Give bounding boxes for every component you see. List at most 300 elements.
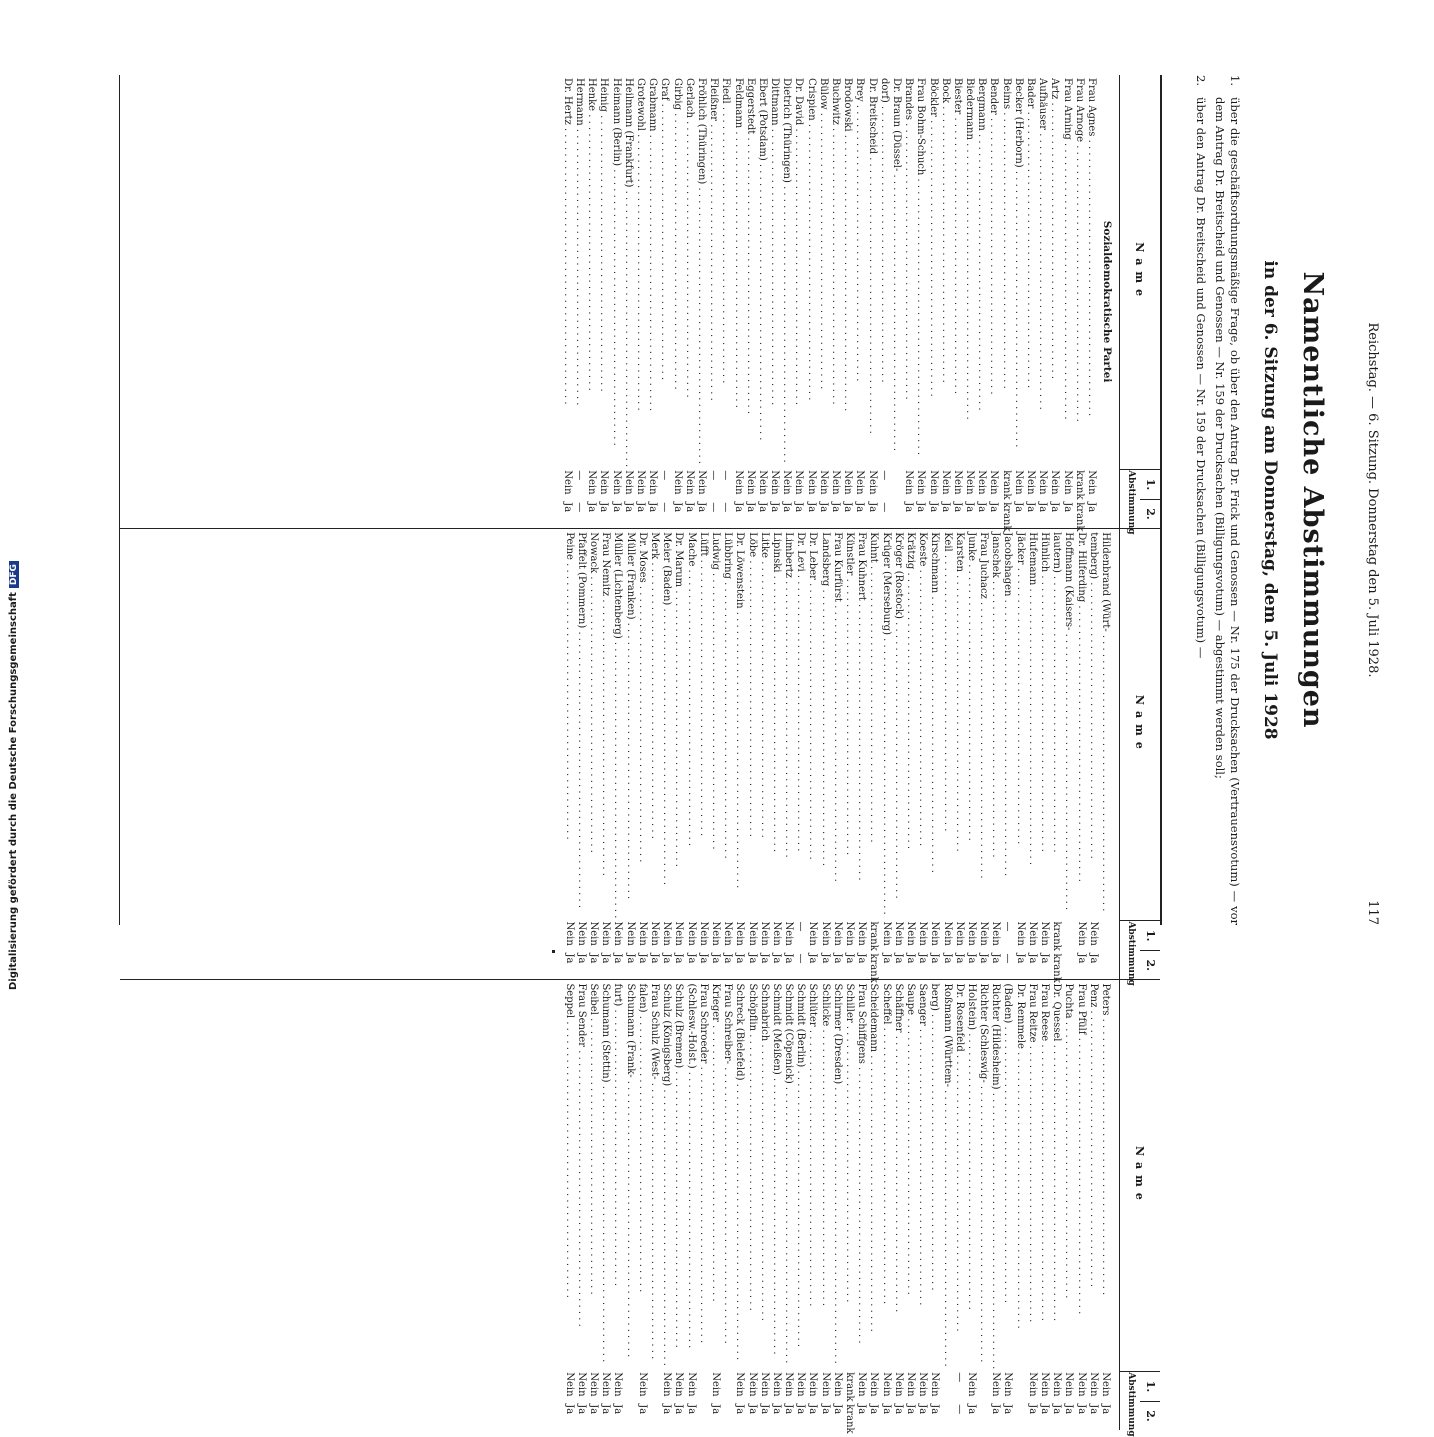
vote-2: Ja [624,953,636,964]
vote-2: Ja [892,1404,904,1415]
vote-1: Nein [917,921,929,946]
table-row [794,529,806,979]
table-row [684,980,696,1430]
member-name: Holstein) . . . [965,980,977,1369]
member-name: Roßmann (Württem- . . . [940,980,952,1369]
table-row [867,980,879,1430]
table-row [805,75,817,528]
table-row [1036,75,1048,528]
member-name: Scheidemann . . . [867,980,879,1369]
vote-2: Ja [1014,953,1026,964]
vote-2: Ja [1002,1404,1014,1415]
member-name: Karsten . . . [953,529,965,918]
table-row [672,529,684,979]
vote-2: Ja [856,1404,868,1415]
vote-1: Nein [856,921,868,946]
table-row [963,75,975,528]
table-row [817,75,829,528]
vote-2: Ja [744,502,756,513]
table-row [733,529,745,979]
table-row [780,75,792,528]
vote-1: Nein [563,1372,575,1397]
table-row [684,529,696,979]
table-row [1024,75,1036,528]
member-name: Frau Bohm-Schuch . . . [914,75,926,467]
member-name: Heilmann (Frankfurt) . . . [622,75,634,467]
member-name: Richter (Hildesheim) . . . [989,980,1001,1369]
member-name: Schiller . . . [843,980,855,1369]
vote-1: Nein [1075,1372,1087,1397]
vote-1: Nein [856,1372,868,1397]
vote-1: Nein [781,470,793,495]
vote-2: Ja [683,502,695,513]
vote-2: Ja [612,953,624,964]
member-name: (Baden) . . . [1001,980,1013,1369]
vote-2: Ja [1087,1404,1099,1415]
vote-2: Ja [892,953,904,964]
vote-2 [890,499,902,528]
member-name: Brandes . . . [902,75,914,467]
table-row [819,529,831,979]
vote-2: Ja [636,953,648,964]
vote-2: Ja [561,502,573,513]
member-name: Frau Kuhnert . . . [855,529,867,918]
table-row [624,529,636,979]
vote-2: Ja [854,502,866,513]
table-row [611,529,623,979]
vote-1: Nein [793,470,805,495]
table-row [831,529,843,979]
vote-2: Ja [1037,502,1049,513]
vote-1: Nein [1063,1372,1075,1397]
member-name: Penz . . . [1087,980,1099,1369]
member-name: Krätzig . . . [904,529,916,918]
vote-2: Ja [697,953,709,964]
vote-1: Nein [612,1372,624,1397]
vote-2: Ja [965,953,977,964]
table-row [879,980,891,1430]
member-name: Dr. Löwenstein . . . [733,529,745,918]
vote-2: Ja [600,1404,612,1415]
table-row [853,75,865,528]
vote-1: — [953,1372,965,1383]
member-name: Graf . . . [658,75,670,467]
vote-2: Ja [661,953,673,964]
vote-1: Nein [600,921,612,946]
vote-1: Nein [647,470,659,495]
vote-2: Ja [1026,1404,1038,1415]
vote-1: Nein [746,921,758,946]
table-row [1060,75,1072,528]
vote-1: Nein [990,1372,1002,1397]
table-row [697,980,709,1430]
vote-2: Ja [586,502,598,513]
vote-1: Nein [673,921,685,946]
table-row [636,980,648,1430]
table-row [611,980,623,1430]
vote-item-number: 1. [1228,75,1242,86]
member-name: Heimann (Berlin) . . . [610,75,622,467]
vote-2: Ja [795,1404,807,1415]
column-header [1119,75,1160,535]
member-name: Löbe . . . [745,529,757,918]
vote-2: Ja [588,1404,600,1415]
table-row [719,75,731,528]
member-name: Frau Juchacz . . . [977,529,989,918]
member-name: Feldmann . . . [731,75,743,467]
vote-1: Nein [758,921,770,946]
vote-1: Nein [1086,470,1097,495]
vote-1: Nein [978,921,990,946]
member-name: Ludwig . . . [709,529,721,918]
vote-2: Ja [929,1404,941,1415]
vote-1: Nein [929,921,941,946]
vote-2: Ja [868,1404,880,1415]
member-name: Frau Nemitz . . . [599,529,611,918]
vote-2: krank [844,1404,856,1434]
vote-2 [624,1401,636,1430]
vote-1: Nein [563,921,575,946]
member-name: Dr. Hertz . . . [561,75,573,467]
vote-1: Nein [831,1372,843,1397]
table-row [758,529,770,979]
member-name: falen) . . . [636,980,648,1369]
member-name: Eggerstedt . . . [744,75,756,467]
member-name: Hünlich . . . [1038,529,1050,918]
member-name: Junke . . . [965,529,977,918]
member-name: Müller (Franken) . . . [624,529,636,918]
party-heading: Sozialdemokratische Partei [1101,220,1113,383]
member-name: Beims . . . [1000,75,1012,467]
page-title: Namentliche Abstimmungen [1297,271,1328,729]
member-name: Henke . . . [585,75,597,467]
member-name: Koeste . . . [916,529,928,918]
vote-2: Ja [758,953,770,964]
member-name: Peine . . . [563,529,575,918]
table-row [745,529,757,979]
member-name: Seppel . . . [563,980,575,1369]
table-row [683,75,695,528]
member-name: Gerlach . . . [683,75,695,467]
member-name: Dr. Leber . . . [806,529,818,918]
table-row [831,980,843,1430]
vote-1: Nein [696,470,707,495]
member-name: Hermann . . . [573,75,585,467]
member-name: Schlüter . . . [806,980,818,1369]
vote-2: Ja [732,502,744,513]
vote-1: — [878,470,890,481]
vote-1: Nein [929,1372,941,1397]
vote-1: Nein [770,921,782,946]
running-head-title: Reichstag. — 6. Sitzung. Donnerstag den 5. Juli 1928. [1365,322,1380,678]
table-column [120,529,1160,986]
vote-1: Nein [941,921,953,946]
vote-2: Ja [819,1404,831,1415]
table-row [597,75,609,528]
table-row [599,529,611,979]
table-row [575,529,587,979]
table-row [756,75,768,528]
vote-2: Ja [636,1404,648,1415]
vote-1: Nein [817,470,829,495]
table-row [670,75,682,528]
vote-2: — [574,502,586,513]
vote-1: — [659,470,671,481]
vote-1: Nein [598,470,610,495]
member-name: lautern) . . . [1050,529,1062,918]
vote-2: Ja [647,502,659,513]
member-name: Bock . . . [939,75,951,467]
member-name: Dietrich (Thüringen) . . . [780,75,792,467]
vote-2: Ja [964,502,976,513]
table-row [658,75,670,528]
table-row [902,75,914,528]
vote-2 [1099,950,1111,979]
member-name: Lipinski . . . [770,529,782,918]
vote-label-header: Abstimmung [1126,470,1136,535]
table-row [892,529,904,979]
vote-1: Nein [769,470,781,495]
vote-1: — [720,470,732,481]
member-name: temberg) . . . [1087,529,1099,918]
table-row [1074,529,1086,979]
member-name: Mache . . . [684,529,696,918]
vote-2: Ja [941,953,953,964]
vote-1: Nein [854,470,866,495]
vote-2: Ja [612,1404,624,1415]
vote-1: Nein [1025,470,1037,495]
document-page [110,75,1380,1437]
vote-1: Nein [1039,1372,1051,1397]
table-row [744,75,756,528]
vote-1: Nein [988,470,1000,495]
member-name: Dr. Marum . . . [672,529,684,918]
vote-header [1120,1372,1160,1437]
table-row [1062,529,1074,979]
vote-1: Nein [734,921,746,946]
member-name: furt) . . . [611,980,623,1369]
table-row [843,529,855,979]
table-row [916,529,928,979]
member-name: Buchwitz . . . [829,75,841,467]
member-name: Bergmann . . . [975,75,987,467]
table-row [707,75,719,528]
table-row [928,529,940,979]
member-name: Ebert (Potsdam) . . . [756,75,768,467]
vote-1: Nein [1002,1372,1014,1397]
vote-2: Ja [1012,502,1024,513]
vote-1: Nein [1051,1372,1063,1397]
table-row [697,529,709,979]
vote-1: Nein [905,1372,916,1397]
vote-2: Ja [1087,953,1099,964]
table-row [709,980,721,1430]
vote-1: Nein [685,921,697,946]
table-row [806,529,818,979]
vote-1: Nein [600,1372,612,1397]
vote-2: Ja [1049,502,1061,513]
vote-2: Ja [1063,1404,1075,1415]
table-row [721,980,733,1430]
vote-2: Ja [722,953,734,964]
vote-1: Nein [976,470,988,495]
vote-2: Ja [600,953,612,964]
table-row [975,75,987,528]
vote-header [1120,470,1160,535]
vote-1: Nein [610,470,622,495]
table-row [758,980,770,1430]
vote-2: Ja [965,1404,977,1415]
vote-1: Nein [1026,921,1038,946]
vote-1: Nein [953,921,965,946]
vote-2: — [708,502,720,513]
vote-1: Nein [807,921,819,946]
vote-1: Nein [964,470,976,495]
member-name: Dr. Braun (Düssel- . . . [890,75,902,467]
vote-1: Nein [905,921,916,946]
vote-2: Ja [915,502,927,513]
vote-2: Ja [781,502,793,513]
vote-2: Ja [805,502,817,513]
vote1-header: 1. [1140,921,1160,951]
vote-2: Ja [927,502,939,513]
vote-2: Ja [575,953,587,964]
table-column [120,75,1160,535]
table-row [841,75,853,528]
vote-1 [721,1369,733,1401]
member-name: Fröhlich (Thüringen) . . . [695,75,707,467]
vote-1: Nein [965,1372,977,1397]
vote-1: Nein [649,921,661,946]
vote-2: Ja [1086,502,1097,513]
vote-1: Nein [990,921,1002,946]
table-row [636,529,648,979]
vote-1: — [708,470,720,481]
vote-2: Ja [880,1404,892,1415]
vote-1: Nein [917,1372,929,1397]
vote-1: Nein [892,1372,904,1397]
vote-2: Ja [758,1404,770,1415]
vote-2: Ja [939,502,951,513]
vote-2: Ja [770,953,782,964]
table-row [892,980,904,1430]
vote-1: krank [868,921,880,951]
vote-2: krank [1000,502,1012,532]
vote-2: Ja [990,1404,1002,1415]
vote-2: Ja [976,502,988,513]
side-stripe [0,0,19,1000]
vote-1: Nein [770,1372,782,1397]
member-name: Schnabrich . . . [758,980,770,1369]
vote-1: Nein [685,1372,697,1397]
vote-2: Ja [951,502,963,513]
table-row [1087,529,1099,979]
vote-1: krank [844,1372,856,1402]
member-name: Frau Schulz (West- . . . [648,980,660,1369]
member-name: Artz . . . [1048,75,1060,467]
vote-2: Ja [563,953,575,964]
vote-1: Nein [844,921,856,946]
table-row [563,980,575,1430]
member-name: Dr. Remmele . . . [1014,980,1026,1369]
vote-2: Ja [598,502,610,513]
table-row [1099,529,1111,979]
member-name: Künstler . . . [843,529,855,918]
member-name: Girbig . . . [670,75,682,467]
member-name: Kirschmann . . . [928,529,940,918]
vote-1: Nein [830,470,842,495]
member-name: Richter (Schleswig- . . . [977,980,989,1369]
vote-2: Ja [880,953,892,964]
vote-2: Ja [830,502,842,513]
vote-1: Nein [756,470,768,495]
vote-1: Nein [746,1372,758,1397]
table-row [599,980,611,1430]
vote-2: Ja [1026,953,1038,964]
vote-1: Nein [612,921,624,946]
table-row [782,529,794,979]
vote-2: Ja [661,1404,673,1415]
member-name: Hoffmann (Kaisers- . . . [1062,529,1074,918]
table-row [1050,980,1062,1430]
table-row [745,980,757,1430]
vote-2: Ja [990,953,1002,964]
member-name: Janschek . . . [989,529,1001,918]
member-name: Frau Reese . . . [1038,980,1050,1369]
table-row [1026,529,1038,979]
table-row [829,75,841,528]
vote-1 [890,467,902,499]
vote-2 [648,1401,660,1430]
vote-2: Ja [610,502,622,513]
table-row [587,529,599,979]
table-row [953,529,965,979]
vote-1: Nein [734,1372,746,1397]
vote-2: Ja [734,953,746,964]
vote-2: Ja [903,502,915,513]
member-name: dorf) . . . [878,75,890,467]
table-row [916,980,928,1430]
member-name: Jacobshagen . . . [1001,529,1013,918]
table-row [855,980,867,1430]
table-row [587,980,599,1430]
vote-item-text: über den Antrag Dr. Breitscheid und Genossen — Nr. 159 der Drucksachen (Billigungsvotum) — [1194,97,1208,659]
vote-2: Ja [905,1404,916,1415]
vote-2: Ja [793,502,805,513]
table-row [624,980,636,1430]
member-name: Bülow . . . [817,75,829,467]
vote-1: — [574,470,586,481]
vote-2: Ja [1100,1404,1111,1415]
vote-header [1120,921,1160,986]
vote-label-header: Abstimmung [1126,921,1136,986]
vote-2: Ja [831,953,843,964]
vote-2: Ja [575,1404,587,1415]
member-name: Müller (Lichtenberg) . . . [611,529,623,918]
digitization-note-text: Digitalisierung gefördert durch die Deutsche Forschungsgemeinschaft [8,592,19,990]
vote-1: Nein [783,1372,795,1397]
vote-1: Nein [1100,1372,1111,1397]
table-row [914,75,926,528]
vote-1: Nein [951,470,963,495]
member-name: Schmidt (Cöpenick) . . . [782,980,794,1369]
member-name: Dr. Moses . . . [636,529,648,918]
member-name: Litke . . . [758,529,770,918]
vote-2: Ja [710,1404,721,1415]
table-row [792,75,804,528]
table-row [890,75,902,528]
vote-1: Nein [1075,921,1087,946]
